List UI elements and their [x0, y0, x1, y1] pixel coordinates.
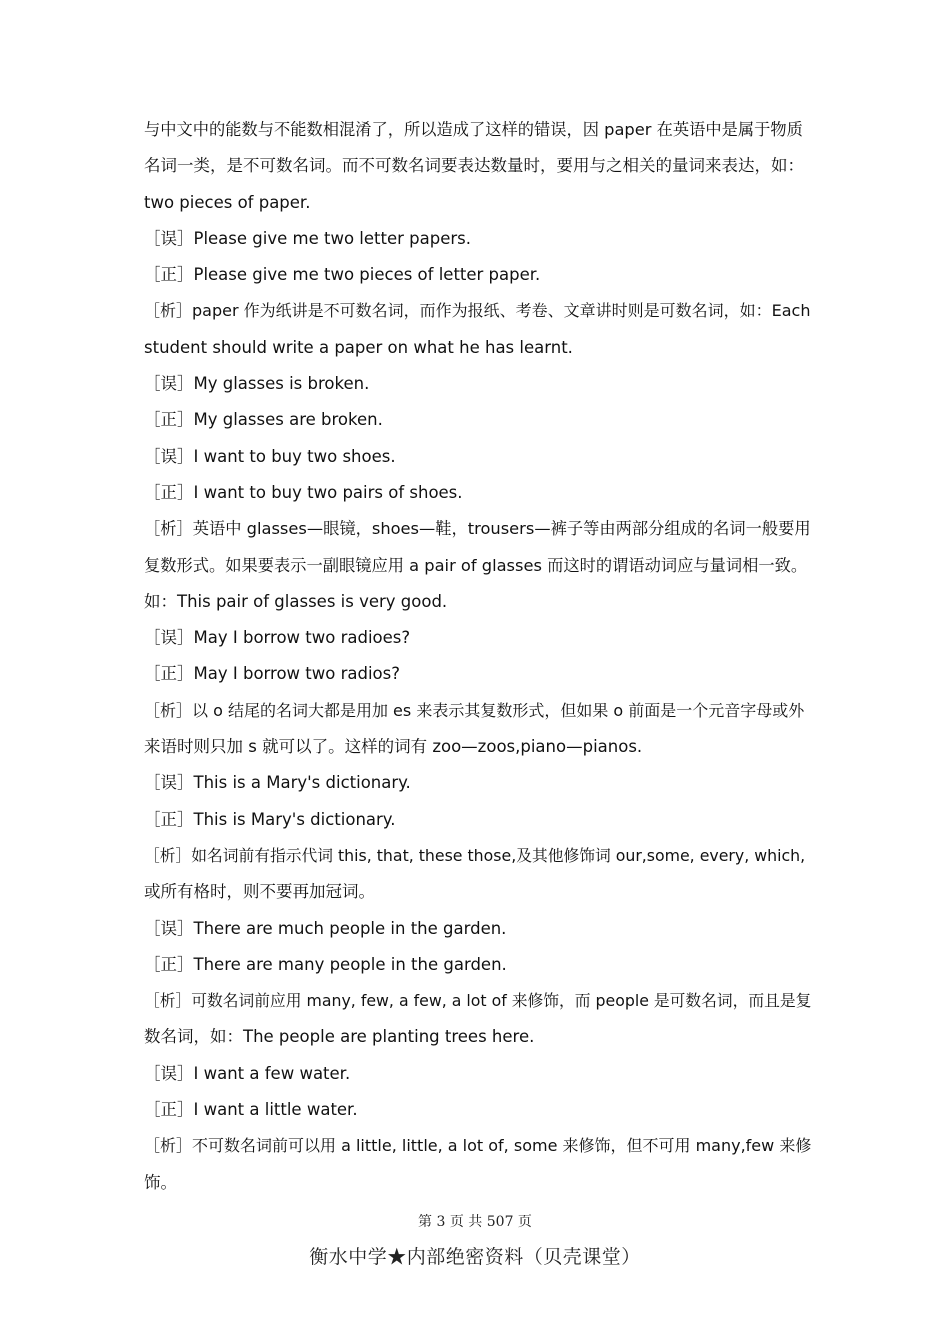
footer-brand: 衡水中学★内部绝密资料（贝壳课堂）: [309, 1246, 641, 1268]
text-line: 与中文中的能数与不能数相混淆了，所以造成了这样的错误，因 paper 在英语中是属于物质: [144, 120, 803, 139]
text-line: 数名词，如：The people are planting trees here.: [144, 1027, 535, 1047]
text-line: student should write a paper on what he has learnt.: [144, 337, 573, 357]
text-line: 来语时则只加 s 就可以了。这样的词有 zoo—zoos,piano—pianos.: [144, 737, 643, 757]
correct-example: ［正］My glasses are broken.: [144, 410, 383, 430]
analysis-line: ［析］以 o 结尾的名词大都是用加 es 来表示其复数形式，但如果 o 前面是一个元音字母或外: [144, 700, 805, 720]
wrong-example: ［误］Please give me two letter papers.: [144, 228, 471, 248]
correct-example: ［正］May I borrow two radios?: [144, 664, 400, 684]
wrong-example: ［误］There are much people in the garden.: [144, 918, 507, 938]
correct-example: ［正］Please give me two pieces of letter paper.: [144, 265, 541, 285]
correct-example: ［正］This is Mary's dictionary.: [144, 809, 396, 829]
wrong-example: ［误］My glasses is broken.: [144, 374, 370, 394]
analysis-line: ［析］不可数名词前可以用 a little, little, a lot of, some 来修饰，但不可用 many,few 来修: [144, 1136, 812, 1156]
wrong-example: ［误］I want to buy two shoes.: [144, 446, 396, 466]
text-line: 如：This pair of glasses is very good.: [144, 591, 448, 611]
text-line: 名词一类，是不可数名词。而不可数名词要表达数量时，要用与之相关的量词来表达，如：: [144, 156, 804, 176]
page-body: [144, 112, 812, 1201]
page-number: 第 3 页 共 507 页: [418, 1214, 532, 1230]
text-line: 饰。: [144, 1172, 177, 1192]
wrong-example: ［误］I want a few water.: [144, 1063, 351, 1083]
analysis-line: ［析］如名词前有指示代词 this, that, these those,及其他修饰词 our,some, every, which,: [144, 845, 806, 865]
text-line: 复数形式。如果要表示一副眼镜应用 a pair of glasses 而这时的谓语动词应与量词相一致。: [144, 555, 808, 575]
text-line: 或所有格时，则不要再加冠词。: [144, 882, 375, 902]
wrong-example: ［误］May I borrow two radioes?: [144, 628, 411, 648]
wrong-example: ［误］This is a Mary's dictionary.: [144, 773, 411, 793]
analysis-line: ［析］英语中 glasses—眼镜，shoes—鞋，trousers—裤子等由两部分组成的名词一般要用: [144, 519, 811, 539]
analysis-line: ［析］paper 作为纸讲是不可数名词，而作为报纸、考卷、文章讲时则是可数名词，如：Each: [144, 301, 811, 321]
correct-example: ［正］There are many people in the garden.: [144, 954, 507, 974]
text-line: two pieces of paper.: [144, 192, 311, 212]
correct-example: ［正］I want to buy two pairs of shoes.: [144, 482, 463, 502]
correct-example: ［正］I want a little water.: [144, 1100, 358, 1120]
analysis-line: ［析］可数名词前应用 many, few, a few, a lot of 来修饰，而 people 是可数名词，而且是复: [144, 991, 812, 1011]
